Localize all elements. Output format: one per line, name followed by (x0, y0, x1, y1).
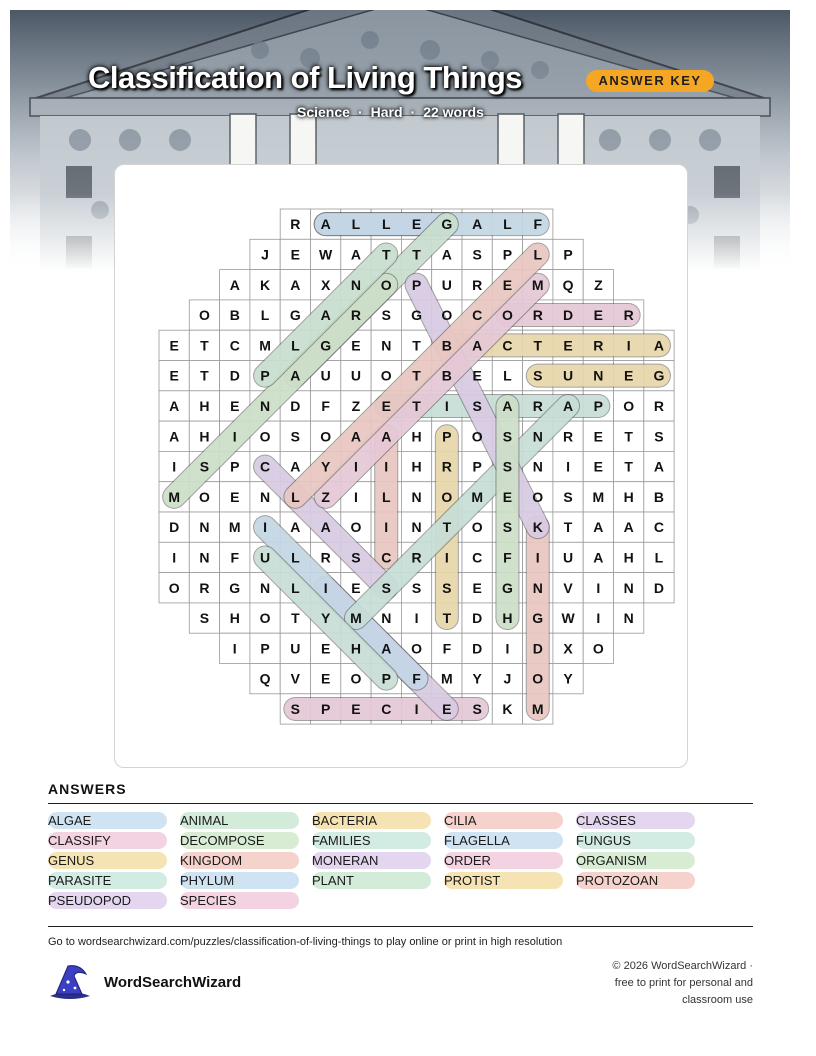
grid-letter: A (593, 549, 604, 566)
grid-letter: E (230, 397, 240, 414)
copyright-line: © 2026 WordSearchWizard · (612, 960, 753, 972)
grid-letter: T (533, 337, 543, 354)
grid-letter: E (169, 337, 179, 354)
grid-letter: A (441, 246, 452, 263)
grid-letter: E (593, 307, 604, 324)
grid-letter: I (172, 549, 177, 566)
grid-letter: T (442, 610, 452, 627)
grid-letter: I (414, 700, 419, 717)
grid-letter: O (502, 307, 513, 324)
grid-letter: A (320, 216, 331, 233)
grid-letter: U (350, 367, 362, 384)
grid-letter: C (259, 458, 271, 475)
answer-word: DECOMPOSE (180, 832, 299, 849)
answer-word: KINGDOM (180, 852, 299, 869)
answer-word: PARASITE (48, 872, 167, 889)
grid-letter: G (502, 579, 513, 596)
grid-letter: N (199, 519, 210, 536)
grid-letter: D (472, 640, 483, 657)
grid-letter: F (533, 216, 543, 233)
grid-letter: Y (563, 670, 573, 687)
grid-letter: R (562, 428, 574, 445)
answer-word: FUNGUS (576, 832, 695, 849)
grid-letter: A (502, 397, 513, 414)
grid-letter: E (472, 367, 482, 384)
copyright (553, 958, 753, 1009)
grid-letter: U (562, 367, 574, 384)
grid-letter: N (259, 397, 271, 414)
grid-letter: N (411, 519, 422, 536)
answer-word: ORGANISM (576, 852, 695, 869)
grid-letter: P (381, 670, 391, 687)
grid-letter: R (532, 307, 543, 324)
grid-letter: E (502, 488, 513, 505)
grid-letter: A (229, 276, 240, 293)
answer-word: CLASSES (576, 812, 695, 829)
grid-letter: A (593, 519, 604, 536)
grid-letter: A (350, 246, 362, 263)
grid-letter: R (441, 458, 452, 475)
grid-letter: H (199, 397, 210, 414)
grid-letter: L (533, 246, 543, 263)
grid-letter: D (653, 579, 665, 596)
meta-separator: · (410, 104, 416, 120)
grid-letter: I (566, 458, 570, 475)
grid-letter: A (290, 458, 301, 475)
grid-letter: H (199, 428, 210, 445)
grid-letter: T (563, 519, 573, 536)
grid-letter: O (350, 519, 362, 536)
grid-letter: K (532, 519, 543, 536)
grid-letter: S (563, 488, 573, 505)
grid-letter: C (472, 549, 483, 566)
grid-letter: E (623, 367, 634, 384)
grid-letter: A (350, 428, 362, 445)
grid-letter: N (381, 337, 392, 354)
grid-letter: L (654, 549, 664, 566)
grid-letter: T (624, 458, 633, 475)
grid-letter: E (351, 700, 361, 717)
grid-letter: E (593, 428, 604, 445)
grid-letter: P (593, 397, 604, 414)
grid-letter: B (441, 337, 452, 354)
puzzle-card (114, 164, 688, 768)
grid-letter: O (532, 670, 544, 687)
meta-difficulty: Hard (370, 104, 403, 120)
grid-letter: E (290, 246, 301, 263)
grid-letter: M (259, 337, 271, 354)
brand-name: WordSearchWizard (104, 974, 242, 991)
grid-letter: Z (594, 276, 603, 293)
answer-word: PSEUDOPOD (48, 892, 167, 909)
grid-letter: R (350, 307, 362, 324)
grid-letter: O (441, 307, 453, 324)
meta-separator: · (357, 104, 363, 120)
grid-letter: R (411, 549, 422, 566)
grid-letter: D (532, 640, 543, 657)
grid-letter: O (259, 428, 271, 445)
grid-letter: O (441, 488, 453, 505)
answer-word: ALGAE (48, 812, 167, 829)
grid-letter: S (290, 700, 301, 717)
grid-letter: A (290, 367, 301, 384)
grid-letter: M (168, 488, 180, 505)
grid-letter: L (503, 216, 512, 233)
grid-letter: F (442, 640, 452, 657)
grid-letter: I (444, 549, 449, 566)
grid-letter: N (259, 488, 271, 505)
answer-word: SPECIES (180, 892, 299, 909)
grid-letter: S (472, 246, 482, 263)
grid-letter: L (351, 216, 361, 233)
grid-letter: I (354, 488, 358, 505)
grid-letter: A (169, 397, 180, 414)
grid-letter: B (229, 307, 240, 324)
grid-letter: I (232, 640, 237, 657)
grid-letter: Z (321, 488, 330, 505)
grid-letter: T (624, 428, 633, 445)
grid-letter: E (351, 337, 361, 354)
grid-letter: E (320, 640, 331, 657)
grid-letter: F (503, 549, 512, 566)
grid-letter: S (472, 397, 482, 414)
grid-letter: T (442, 519, 452, 536)
grid-letter: G (411, 307, 422, 324)
grid-letter: H (229, 610, 240, 627)
grid-letter: A (623, 519, 634, 536)
grid-letter: L (260, 307, 270, 324)
grid-letter: U (441, 276, 452, 293)
grid-letter: A (381, 640, 392, 657)
grid-letter: Q (562, 276, 574, 293)
grid-letter: I (444, 397, 449, 414)
grid-letter: D (229, 367, 240, 384)
grid-letter: O (411, 640, 422, 657)
answer-word: CLASSIFY (48, 832, 167, 849)
grid-letter: T (412, 246, 421, 263)
grid-letter: T (200, 367, 209, 384)
grid-letter: C (381, 700, 392, 717)
grid-letter: T (412, 397, 421, 414)
answer-word: BACTERIA (312, 812, 431, 829)
grid-letter: P (260, 640, 270, 657)
grid-letter: M (228, 519, 241, 536)
grid-letter: Q (259, 670, 271, 687)
grid-letter: I (354, 458, 358, 475)
grid-letter: R (623, 307, 634, 324)
grid-letter: E (169, 367, 179, 384)
grid-letter: P (320, 700, 331, 717)
grid-letter: D (169, 519, 180, 536)
answers-divider (48, 803, 753, 804)
grid-letter: A (169, 428, 180, 445)
grid-letter: A (290, 276, 301, 293)
grid-letter: E (351, 579, 361, 596)
answer-word: FLAGELLA (444, 832, 563, 849)
grid-letter: T (291, 610, 300, 627)
grid-letter: S (533, 367, 543, 384)
grid-letter: I (384, 458, 389, 475)
grid-letter: C (502, 337, 513, 354)
grid-letter: V (563, 579, 573, 596)
grid-letter: E (411, 216, 422, 233)
grid-letter: I (232, 428, 237, 445)
grid-letter: E (593, 458, 604, 475)
grid-letter: O (623, 397, 635, 414)
grid-letter: W (561, 610, 575, 627)
grid-letter: U (562, 549, 574, 566)
grid-letter: A (320, 307, 331, 324)
answer-word: GENUS (48, 852, 167, 869)
grid-letter: T (381, 246, 391, 263)
grid-letter: D (290, 397, 301, 414)
answer-word: PHYLUM (180, 872, 299, 889)
grid-letter: S (411, 579, 422, 596)
grid-letter: U (290, 640, 301, 657)
grid-letter: M (471, 488, 483, 505)
grid-letter: I (535, 549, 540, 566)
grid-letter: P (472, 458, 482, 475)
grid-letter: O (259, 610, 271, 627)
grid-letter: A (653, 337, 665, 354)
grid-letter: G (229, 579, 241, 596)
footer-divider (48, 926, 753, 927)
grid-letter: N (623, 610, 634, 627)
grid-letter: L (291, 549, 300, 566)
grid-letter: A (381, 428, 392, 445)
grid-letter: O (471, 428, 483, 445)
footer-link-text: Go to wordsearchwizard.com/puzzles/classification-of-living-things to play online or print in high resolution (48, 936, 563, 948)
grid-letter: N (259, 579, 271, 596)
answer-word: FAMILIES (312, 832, 431, 849)
grid-letter: P (260, 367, 270, 384)
grid-letter: R (320, 549, 331, 566)
grid-letter: M (350, 610, 362, 627)
grid-letter: P (563, 246, 573, 263)
grid-letter: T (200, 337, 209, 354)
grid-letter: F (321, 397, 330, 414)
grid-letter: S (199, 458, 210, 475)
word-search-grid[interactable] (115, 165, 687, 767)
meta-subject: Science (297, 104, 350, 120)
grid-letter: I (414, 610, 419, 627)
copyright-line: classroom use (682, 994, 753, 1006)
grid-letter: E (230, 488, 240, 505)
grid-letter: T (412, 367, 421, 384)
grid-letter: S (381, 307, 391, 324)
grid-letter: O (592, 640, 604, 657)
grid-letter: P (502, 246, 513, 263)
grid-letter: I (505, 640, 510, 657)
grid-letter: S (654, 428, 664, 445)
grid-letter: L (381, 216, 391, 233)
grid-letter: M (441, 670, 453, 687)
answer-word: CILIA (444, 812, 563, 829)
grid-letter: G (441, 216, 453, 233)
grid-letter: N (381, 610, 392, 627)
grid-letter: N (532, 458, 543, 475)
grid-letter: N (411, 488, 422, 505)
grid-letter: B (441, 367, 452, 384)
grid-letter: A (320, 519, 331, 536)
grid-letter: X (563, 640, 573, 657)
grid-letter: Y (320, 610, 331, 627)
grid-letter: A (290, 519, 301, 536)
grid-letter: E (563, 337, 573, 354)
answer-word: PROTOZOAN (576, 872, 695, 889)
grid-letter: G (532, 610, 544, 627)
grid-letter: S (472, 700, 482, 717)
grid-letter: C (381, 549, 392, 566)
grid-letter: R (472, 276, 483, 293)
grid-letter: V (290, 670, 301, 687)
grid-letter: H (411, 458, 422, 475)
grid-letter: O (320, 428, 332, 445)
grid-letter: I (596, 610, 601, 627)
grid-letter: E (442, 700, 452, 717)
answer-word: PROTIST (444, 872, 563, 889)
grid-letter: A (653, 458, 665, 475)
grid-letter: I (323, 579, 328, 596)
grid-letter: Y (472, 670, 482, 687)
grid-letter: P (442, 428, 452, 445)
grid-letter: Y (320, 458, 331, 475)
grid-letter: I (626, 337, 631, 354)
answer-word: PLANT (312, 872, 431, 889)
grid-letter: G (289, 307, 301, 324)
grid-letter: K (259, 276, 271, 293)
grid-letter: E (381, 397, 391, 414)
grid-letter: O (168, 579, 180, 596)
grid-letter: P (411, 276, 422, 293)
grid-letter: X (320, 276, 331, 293)
grid-letter: E (320, 670, 331, 687)
grid-letter: I (596, 579, 601, 596)
grid-letter: U (320, 367, 331, 384)
grid-letter: B (653, 488, 665, 505)
grid-letter: O (350, 670, 362, 687)
grid-letter: N (593, 367, 604, 384)
answers-heading: ANSWERS (48, 781, 127, 797)
grid-letter: L (291, 579, 300, 596)
grid-letter: H (411, 428, 422, 445)
grid-letter: M (592, 488, 605, 505)
answer-word: ORDER (444, 852, 563, 869)
grid-letter: J (261, 246, 269, 263)
grid-letter: J (503, 670, 512, 687)
grid-letter: O (532, 488, 544, 505)
grid-letter: H (502, 610, 513, 627)
grid-letter: L (503, 367, 512, 384)
grid-letter: C (229, 337, 240, 354)
grid-letter: L (291, 337, 300, 354)
grid-letter: O (199, 307, 210, 324)
answer-word: MONERAN (312, 852, 431, 869)
grid-letter: Z (351, 397, 361, 414)
grid-letter: O (380, 367, 392, 384)
grid-letter: L (291, 488, 300, 505)
answer-word: ANIMAL (180, 812, 299, 829)
copyright-line: free to print for personal and (614, 977, 753, 989)
grid-letter: S (502, 458, 513, 475)
grid-letter: F (412, 670, 421, 687)
grid-letter: R (290, 216, 301, 233)
grid-letter: O (380, 276, 392, 293)
grid-letter: C (472, 307, 483, 324)
grid-letter: D (562, 307, 574, 324)
puzzle-meta (297, 104, 484, 120)
grid-letter: O (471, 519, 483, 536)
grid-letter: I (172, 458, 177, 475)
grid-letter: W (319, 246, 333, 263)
grid-letter: I (384, 519, 389, 536)
grid-letter: R (653, 397, 665, 414)
grid-letter: A (562, 397, 574, 414)
grid-letter: S (502, 519, 513, 536)
grid-letter: R (532, 397, 543, 414)
grid-letter: P (230, 458, 240, 475)
grid-letter: R (593, 337, 604, 354)
grid-letter: S (351, 549, 361, 566)
grid-letter: R (199, 579, 210, 596)
grid-letter: I (263, 519, 267, 536)
grid-letter: U (259, 549, 271, 566)
grid-letter: N (532, 579, 543, 596)
grid-letter: M (531, 700, 544, 717)
grid-letter: E (472, 579, 482, 596)
grid-letter: C (653, 519, 665, 536)
grid-letter: T (412, 337, 421, 354)
grid-letter: O (199, 488, 210, 505)
grid-letter: S (442, 579, 452, 596)
grid-letter: A (472, 337, 483, 354)
grid-letter: S (502, 428, 513, 445)
answer-key-badge: ANSWER KEY (586, 70, 714, 92)
grid-letter: A (472, 216, 483, 233)
grid-letter: M (531, 276, 544, 293)
grid-letter: S (290, 428, 301, 445)
wizard-hat-icon (46, 962, 94, 1002)
puzzle-title: Classification of Living Things (88, 60, 523, 95)
grid-letter: D (472, 610, 483, 627)
grid-letter: L (381, 488, 391, 505)
grid-letter: S (199, 610, 210, 627)
grid-letter: N (623, 579, 634, 596)
grid-letter: G (653, 367, 665, 384)
grid-letter: H (350, 640, 362, 657)
grid-letter: K (502, 700, 513, 717)
grid-letter: N (199, 549, 210, 566)
grid-letter: S (381, 579, 391, 596)
grid-letter: H (623, 488, 634, 505)
grid-letter: N (350, 276, 362, 293)
grid-letter: N (532, 428, 543, 445)
meta-word-count: 22 words (423, 104, 484, 120)
grid-letter: H (623, 549, 634, 566)
grid-letter: G (320, 337, 332, 354)
grid-letter: F (230, 549, 240, 566)
grid-letter: E (502, 276, 513, 293)
